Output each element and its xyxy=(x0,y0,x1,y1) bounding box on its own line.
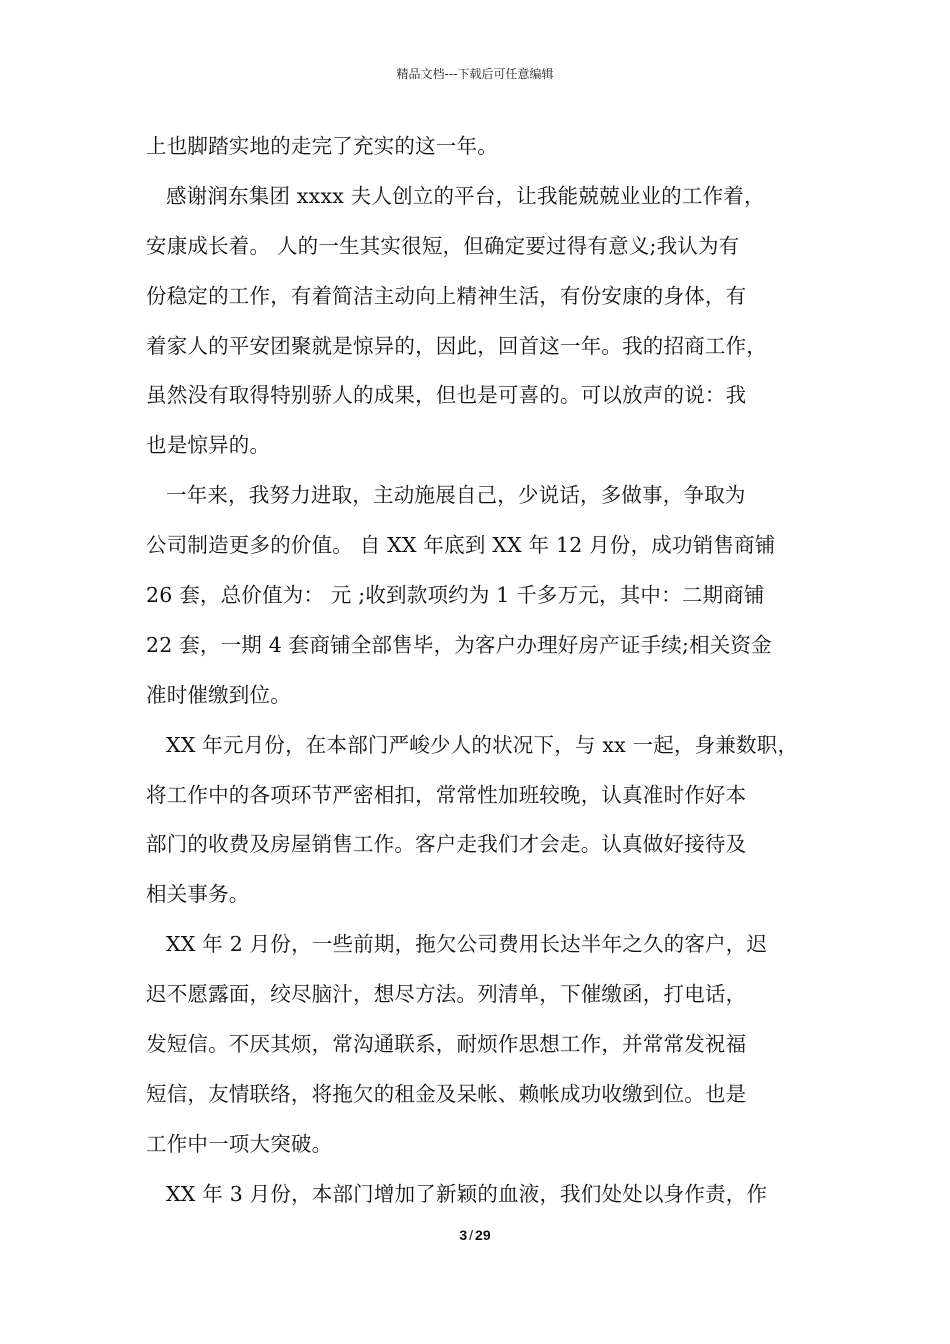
text-line: 部门的收费及房屋销售工作。客户走我们才会走。认真做好接待及 xyxy=(146,832,747,857)
text-line: 短信，友情联络，将拖欠的租金及呆帐、赖帐成功收缴到位。也是 xyxy=(146,1081,747,1106)
text-line: XX 年 3 月份，本部门增加了新颖的血液，我们处处以身作责，作 xyxy=(166,1181,768,1206)
text-line: 将工作中的各项环节严密相扣，常常性加班较晚，认真准时作好本 xyxy=(146,782,747,807)
text-line: 发短信。不厌其烦，常沟通联系，耐烦作思想工作，并常常发祝福 xyxy=(146,1032,747,1057)
text-line: XX 年 2 月份，一些前期，拖欠公司费用长达半年之久的客户，迟 xyxy=(166,932,768,957)
text-line: 也是惊异的。 xyxy=(146,433,271,458)
text-line: 22 套，一期 4 套商铺全部售毕，为客户办理好房产证手续;相关资金 xyxy=(146,632,772,657)
total-pages-number: 29 xyxy=(475,1227,491,1243)
text-line: 26 套，总价值为： 元 ;收到款项约为 1 千多万元，其中：二期商铺 xyxy=(146,583,765,608)
text-line: 安康成长着。 人的一生其实很短，但确定要过得有意义;我认为有 xyxy=(146,233,740,258)
text-line: 相关事务。 xyxy=(146,882,250,907)
text-line: 迟不愿露面，绞尽脑汁，想尽方法。列清单，下催缴函，打电话， xyxy=(146,982,747,1007)
page-header: 精品文档---下载后可任意编辑 xyxy=(396,67,554,81)
text-line: 一年来，我努力进取，主动施展自己，少说话，多做事，争取为 xyxy=(166,483,746,508)
text-line: 虽然没有取得特别骄人的成果，但也是可喜的。可以放声的说：我 xyxy=(146,383,747,408)
page-number xyxy=(0,1226,950,1244)
text-line: XX 年元月份，在本部门严峻少人的状况下，与 xx 一起，身兼数职， xyxy=(166,732,799,757)
text-line: 上也脚踏实地的走完了充实的这一年。 xyxy=(146,134,498,158)
text-line: 感谢润东集团 xxxx 夫人创立的平台，让我能兢兢业业的工作着， xyxy=(166,183,765,208)
document-body xyxy=(146,122,811,1220)
page-separator: / xyxy=(469,1227,474,1243)
text-line: 准时催缴到位。 xyxy=(146,682,291,707)
text-line: 公司制造更多的价值。 自 XX 年底到 XX 年 12 月份，成功销售商铺 xyxy=(146,533,776,558)
text-line: 份稳定的工作，有着简洁主动向上精神生活，有份安康的身体，有 xyxy=(146,283,747,308)
text-line: 工作中一项大突破。 xyxy=(146,1131,333,1156)
text-line: 着家人的平安团聚就是惊异的，因此，回首这一年。我的招商工作， xyxy=(146,333,767,358)
current-page-number: 3 xyxy=(459,1227,468,1243)
